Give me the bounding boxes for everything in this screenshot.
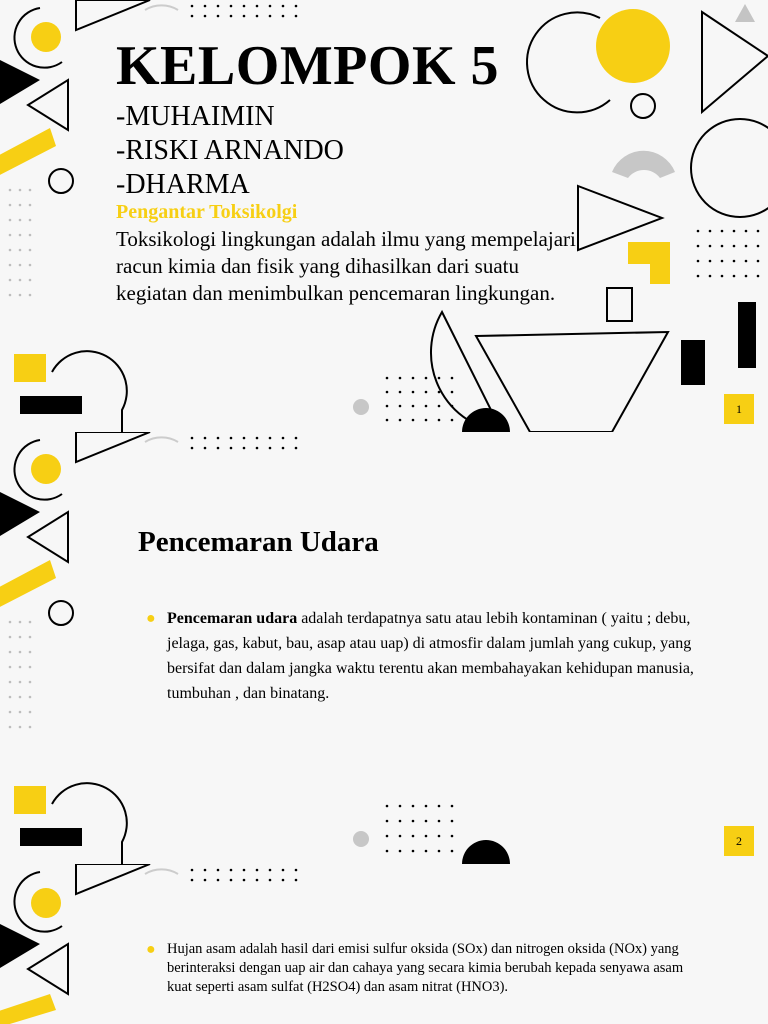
bullet-text: Hujan asam adalah hasil dari emisi sulfur oksida (SOx) dan nitrogen oksida (NOx) yang berinteraksi dengan uap air dan cahaya yang secara kimia berubah kepada senyawa asam kuat seperti asam sulfat (H2SO4) dan asam nitrat (HNO3). xyxy=(167,941,684,995)
member-name: -RISKI ARNANDO xyxy=(116,135,344,166)
section-subtitle: Pengantar Toksikolgi xyxy=(116,201,298,223)
bold-term: Pencemaran udara xyxy=(167,610,298,627)
bullet-dot-icon: ● xyxy=(146,610,156,627)
slide-2 xyxy=(0,432,768,864)
page-number-badge: 2 xyxy=(724,826,754,856)
member-name: -DHARMA xyxy=(116,169,250,200)
slide-1 xyxy=(0,0,768,432)
list-item xyxy=(146,606,696,706)
slide-title: KELOMPOK 5 xyxy=(116,35,499,97)
bullet-list xyxy=(146,940,706,997)
page-number-badge: 1 xyxy=(724,394,754,424)
slide-3 xyxy=(0,864,768,1024)
slide-title: Pencemaran Udara xyxy=(138,526,379,558)
list-item xyxy=(146,940,706,997)
bullet-dot-icon: ● xyxy=(146,941,156,958)
body-paragraph: Toksikologi lingkungan adalah ilmu yang mempelajari racun kimia dan fisik yang dihasilkan dari suatu kegiatan dan menimbulkan pencemaran lingkungan. xyxy=(116,227,576,305)
member-name: -MUHAIMIN xyxy=(116,101,275,132)
bullet-list xyxy=(146,606,696,706)
bullet-text: adalah terdapatnya satu atau lebih kontaminan ( yaitu ; debu, jelaga, gas, kabut, bau, asap atau uap) di atmosfir dalam jumlah yang cukup, yang bersifat dan dalam jangka waktu terentu akan membahayakan kehidupan manusia, tumbuhan , dan binatang. xyxy=(167,610,694,702)
